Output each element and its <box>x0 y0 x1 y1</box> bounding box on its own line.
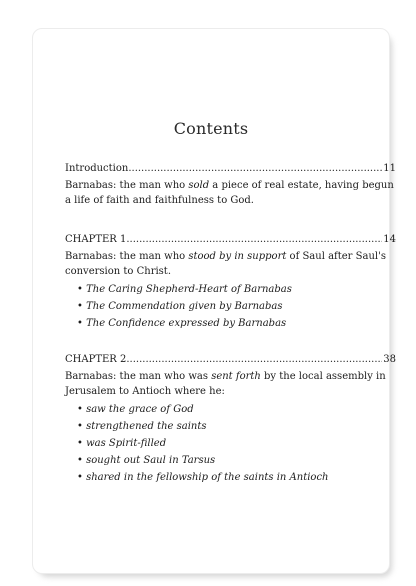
toc-label: Introduction <box>65 163 129 174</box>
entry-description: Barnabas: the man who sold a piece of real estate, having begun a life of faith and faithfulness to God. <box>65 180 394 206</box>
entry-description: Barnabas: the man who stood by in support of Saul after Saul's conversion to Christ. <box>65 251 386 277</box>
list-item: • was Spirit-filled <box>77 436 396 452</box>
entry-description: Barnabas: the man who was sent forth by the local assembly in Jerusalem to Antioch where he: <box>65 371 386 397</box>
list-item: • sought out Saul in Tarsus <box>77 453 396 469</box>
toc-entry-chapter-1 <box>65 232 396 333</box>
leader-dots <box>126 232 382 247</box>
subtopic-list <box>65 402 396 486</box>
toc-entry-introduction <box>65 161 396 208</box>
subtopic-list <box>65 282 396 332</box>
leader-dots <box>126 352 382 367</box>
book-page <box>32 28 396 574</box>
page-number: 38 <box>383 354 396 365</box>
page-title: Contents <box>173 119 249 138</box>
toc-line[interactable] <box>65 232 396 247</box>
leader-dots <box>128 161 382 176</box>
page-number: 14 <box>383 234 396 245</box>
toc-label: CHAPTER 1 <box>65 234 127 245</box>
list-item: • strengthened the saints <box>77 419 396 435</box>
toc-entry-chapter-2 <box>65 352 396 487</box>
toc-line[interactable] <box>65 161 396 176</box>
toc-line[interactable] <box>65 352 396 367</box>
page-number: 11 <box>383 163 396 174</box>
toc-label: CHAPTER 2 <box>65 354 127 365</box>
list-item: • The Caring Shepherd-Heart of Barnabas <box>77 282 396 298</box>
list-item: • shared in the fellowship of the saints in Antioch <box>77 470 396 486</box>
list-item: • The Confidence expressed by Barnabas <box>77 316 396 332</box>
list-item: • saw the grace of God <box>77 402 396 418</box>
list-item: • The Commendation given by Barnabas <box>77 299 396 315</box>
